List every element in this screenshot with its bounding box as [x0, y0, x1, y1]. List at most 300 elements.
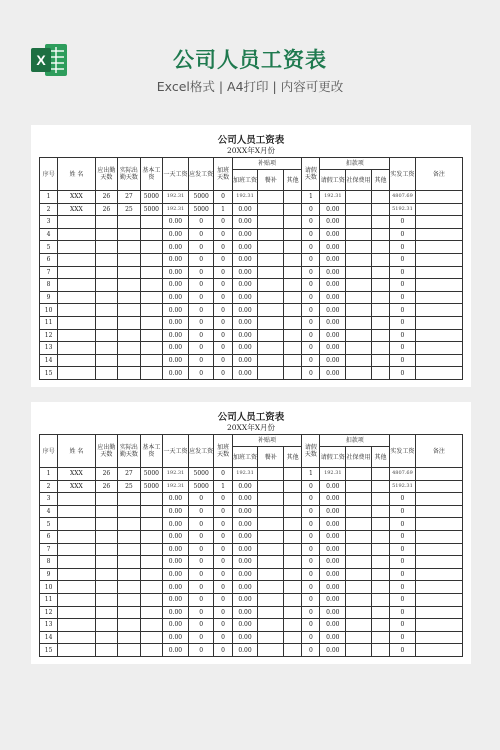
cell-net: 0 [390, 266, 416, 279]
cell-name [58, 505, 95, 518]
col-header-leave-pay: 请假工资 [320, 447, 346, 468]
cell-social [346, 480, 372, 493]
cell-other1 [284, 203, 302, 216]
cell-other2 [371, 291, 389, 304]
cell-gross: 0 [188, 367, 214, 380]
cell-remarks [415, 329, 462, 342]
col-group-allowance: 补贴项 [232, 158, 302, 170]
cell-leave_days: 0 [302, 316, 320, 329]
cell-leave_pay: 0.00 [320, 253, 346, 266]
page-header [0, 0, 500, 120]
cell-leave_days: 0 [302, 619, 320, 632]
cell-name [58, 354, 95, 367]
cell-name [58, 304, 95, 317]
col-header-leave-pay: 请假工资 [320, 170, 346, 191]
cell-ot_pay: 0.00 [232, 493, 258, 506]
cell-due [95, 631, 117, 644]
cell-daily: 0.00 [163, 367, 189, 380]
cell-gross: 0 [188, 329, 214, 342]
cell-daily: 0.00 [163, 291, 189, 304]
cell-leave_days: 0 [302, 241, 320, 254]
cell-seq: 12 [40, 606, 58, 619]
table-row [40, 556, 463, 569]
cell-ot_pay: 0.00 [232, 631, 258, 644]
sheet-title: 公司人员工资表 [217, 135, 285, 146]
cell-other2 [371, 518, 389, 531]
cell-due [95, 493, 117, 506]
cell-leave_days: 0 [302, 354, 320, 367]
col-header-due-days: 应出勤天数 [95, 435, 117, 468]
cell-due [95, 253, 117, 266]
cell-daily: 0.00 [163, 581, 189, 594]
table-row [40, 329, 463, 342]
cell-seq: 5 [40, 518, 58, 531]
cell-social [346, 342, 372, 355]
cell-due [95, 606, 117, 619]
col-header-due-days: 应出勤天数 [95, 158, 117, 191]
col-group-deduction: 扣款项 [320, 435, 390, 447]
cell-other1 [284, 593, 302, 606]
salary-table [39, 434, 463, 657]
cell-actual [118, 241, 140, 254]
cell-ot_pay: 0.00 [232, 518, 258, 531]
cell-due [95, 568, 117, 581]
cell-meal [258, 619, 284, 632]
cell-social [346, 191, 372, 204]
cell-ot_days: 0 [214, 631, 232, 644]
cell-other2 [371, 228, 389, 241]
cell-other2 [371, 593, 389, 606]
cell-daily: 0.00 [163, 593, 189, 606]
cell-daily: 0.00 [163, 606, 189, 619]
cell-due [95, 644, 117, 657]
table-row [40, 304, 463, 317]
cell-ot_pay: 192.31 [232, 191, 258, 204]
cell-remarks [415, 468, 462, 481]
cell-leave_days: 0 [302, 530, 320, 543]
cell-remarks [415, 581, 462, 594]
page-title: 公司人员工资表 [173, 48, 327, 72]
cell-other1 [284, 316, 302, 329]
cell-gross: 0 [188, 631, 214, 644]
col-header-other: 其他 [284, 170, 302, 191]
cell-leave_days: 1 [302, 468, 320, 481]
cell-other1 [284, 241, 302, 254]
cell-due [95, 530, 117, 543]
cell-actual [118, 329, 140, 342]
cell-net: 0 [390, 316, 416, 329]
sheet-title: 公司人员工资表 [217, 412, 285, 423]
cell-ot_days: 0 [214, 253, 232, 266]
cell-daily: 192.31 [163, 480, 189, 493]
cell-social [346, 556, 372, 569]
cell-leave_days: 0 [302, 304, 320, 317]
cell-actual [118, 644, 140, 657]
cell-actual [118, 228, 140, 241]
cell-social [346, 304, 372, 317]
cell-due [95, 543, 117, 556]
cell-other2 [371, 342, 389, 355]
col-header-base-salary: 基本工资 [140, 435, 162, 468]
cell-remarks [415, 493, 462, 506]
cell-other1 [284, 228, 302, 241]
cell-gross: 0 [188, 505, 214, 518]
cell-ot_days: 0 [214, 266, 232, 279]
cell-gross: 0 [188, 581, 214, 594]
cell-other2 [371, 619, 389, 632]
col-header-leave-days: 请假天数 [302, 158, 320, 191]
cell-name [58, 216, 95, 229]
cell-ot_pay: 0.00 [232, 530, 258, 543]
cell-leave_days: 0 [302, 291, 320, 304]
cell-net: 0 [390, 543, 416, 556]
cell-daily: 0.00 [163, 354, 189, 367]
cell-leave_pay: 0.00 [320, 631, 346, 644]
cell-leave_pay: 0.00 [320, 216, 346, 229]
cell-ot_pay: 0.00 [232, 480, 258, 493]
cell-base [140, 291, 162, 304]
cell-other1 [284, 606, 302, 619]
cell-leave_days: 0 [302, 593, 320, 606]
cell-meal [258, 606, 284, 619]
cell-name [58, 556, 95, 569]
cell-due [95, 619, 117, 632]
cell-net: 4807.69 [390, 468, 416, 481]
cell-ot_days: 0 [214, 304, 232, 317]
cell-ot_days: 0 [214, 354, 232, 367]
cell-seq: 2 [40, 203, 58, 216]
cell-ot_days: 0 [214, 619, 232, 632]
cell-ot_days: 0 [214, 216, 232, 229]
cell-base [140, 329, 162, 342]
cell-ot_pay: 0.00 [232, 505, 258, 518]
cell-name [58, 241, 95, 254]
cell-leave_pay: 0.00 [320, 342, 346, 355]
cell-other2 [371, 367, 389, 380]
cell-remarks [415, 593, 462, 606]
cell-meal [258, 291, 284, 304]
cell-ot_days: 0 [214, 568, 232, 581]
cell-base [140, 619, 162, 632]
col-header-social-security: 社保费用 [346, 447, 372, 468]
cell-due: 26 [95, 203, 117, 216]
table-row [40, 279, 463, 292]
cell-ot_pay: 0.00 [232, 342, 258, 355]
cell-base: 5000 [140, 203, 162, 216]
cell-other2 [371, 543, 389, 556]
cell-seq: 9 [40, 568, 58, 581]
cell-meal [258, 342, 284, 355]
table-row [40, 530, 463, 543]
cell-actual: 27 [118, 191, 140, 204]
cell-actual [118, 367, 140, 380]
cell-social [346, 468, 372, 481]
cell-daily: 0.00 [163, 644, 189, 657]
cell-net: 0 [390, 530, 416, 543]
cell-net: 0 [390, 367, 416, 380]
cell-other2 [371, 505, 389, 518]
cell-social [346, 253, 372, 266]
cell-meal [258, 228, 284, 241]
cell-daily: 0.00 [163, 316, 189, 329]
cell-other2 [371, 329, 389, 342]
cell-gross: 0 [188, 354, 214, 367]
cell-net: 0 [390, 568, 416, 581]
cell-social [346, 316, 372, 329]
cell-social [346, 631, 372, 644]
cell-social [346, 518, 372, 531]
cell-name [58, 530, 95, 543]
cell-ot_pay: 0.00 [232, 606, 258, 619]
cell-leave_days: 0 [302, 266, 320, 279]
cell-seq: 12 [40, 329, 58, 342]
cell-base [140, 367, 162, 380]
cell-ot_pay: 0.00 [232, 644, 258, 657]
cell-other1 [284, 329, 302, 342]
cell-leave_pay: 0.00 [320, 367, 346, 380]
cell-name [58, 493, 95, 506]
cell-leave_pay: 192.31 [320, 468, 346, 481]
cell-ot_pay: 0.00 [232, 593, 258, 606]
col-header-actual-days: 实际出勤天数 [118, 158, 140, 191]
cell-name [58, 253, 95, 266]
cell-leave_pay: 0.00 [320, 291, 346, 304]
cell-social [346, 493, 372, 506]
cell-ot_pay: 0.00 [232, 291, 258, 304]
cell-social [346, 354, 372, 367]
cell-ot_days: 0 [214, 316, 232, 329]
cell-meal [258, 203, 284, 216]
cell-remarks [415, 216, 462, 229]
cell-name: XXX [58, 468, 95, 481]
cell-other1 [284, 518, 302, 531]
cell-ot_days: 0 [214, 493, 232, 506]
cell-other1 [284, 568, 302, 581]
cell-other1 [284, 480, 302, 493]
cell-actual [118, 216, 140, 229]
cell-remarks [415, 367, 462, 380]
cell-ot_pay: 0.00 [232, 279, 258, 292]
cell-seq: 15 [40, 367, 58, 380]
cell-other1 [284, 304, 302, 317]
cell-name [58, 266, 95, 279]
cell-ot_pay: 0.00 [232, 253, 258, 266]
cell-ot_pay: 0.00 [232, 581, 258, 594]
cell-base [140, 279, 162, 292]
cell-name [58, 518, 95, 531]
cell-name [58, 606, 95, 619]
cell-other1 [284, 631, 302, 644]
cell-seq: 3 [40, 493, 58, 506]
cell-net: 0 [390, 216, 416, 229]
cell-other1 [284, 644, 302, 657]
cell-name [58, 279, 95, 292]
cell-leave_days: 0 [302, 203, 320, 216]
cell-leave_pay: 0.00 [320, 316, 346, 329]
cell-ot_pay: 0.00 [232, 543, 258, 556]
cell-leave_days: 0 [302, 505, 320, 518]
cell-other1 [284, 619, 302, 632]
cell-actual: 25 [118, 203, 140, 216]
cell-name: XXX [58, 191, 95, 204]
table-row [40, 266, 463, 279]
cell-other2 [371, 493, 389, 506]
cell-leave_pay: 0.00 [320, 228, 346, 241]
cell-actual [118, 505, 140, 518]
cell-daily: 0.00 [163, 253, 189, 266]
cell-daily: 0.00 [163, 631, 189, 644]
cell-due [95, 367, 117, 380]
cell-remarks [415, 279, 462, 292]
cell-due [95, 505, 117, 518]
cell-other1 [284, 556, 302, 569]
cell-remarks [415, 518, 462, 531]
cell-ot_days: 0 [214, 530, 232, 543]
cell-leave_days: 1 [302, 191, 320, 204]
cell-due [95, 518, 117, 531]
cell-other1 [284, 505, 302, 518]
cell-seq: 6 [40, 253, 58, 266]
cell-due: 26 [95, 480, 117, 493]
cell-other2 [371, 191, 389, 204]
cell-net: 0 [390, 342, 416, 355]
cell-leave_pay: 0.00 [320, 480, 346, 493]
cell-daily: 0.00 [163, 266, 189, 279]
cell-remarks [415, 316, 462, 329]
cell-ot_pay: 0.00 [232, 367, 258, 380]
cell-other2 [371, 241, 389, 254]
cell-remarks [415, 530, 462, 543]
cell-base [140, 518, 162, 531]
cell-base [140, 241, 162, 254]
cell-remarks [415, 480, 462, 493]
cell-leave_pay: 0.00 [320, 266, 346, 279]
cell-name [58, 316, 95, 329]
cell-actual [118, 619, 140, 632]
cell-leave_pay: 0.00 [320, 505, 346, 518]
cell-daily: 0.00 [163, 556, 189, 569]
cell-gross: 0 [188, 291, 214, 304]
cell-base [140, 304, 162, 317]
cell-ot_days: 0 [214, 367, 232, 380]
cell-net: 4807.69 [390, 191, 416, 204]
table-row [40, 367, 463, 380]
cell-leave_pay: 0.00 [320, 606, 346, 619]
cell-leave_pay: 0.00 [320, 530, 346, 543]
cell-name [58, 581, 95, 594]
cell-other2 [371, 606, 389, 619]
col-header-meal: 餐补 [258, 170, 284, 191]
table-row [40, 631, 463, 644]
col-header-other: 其他 [371, 447, 389, 468]
cell-base: 5000 [140, 191, 162, 204]
cell-leave_pay: 0.00 [320, 568, 346, 581]
cell-other1 [284, 216, 302, 229]
sheet-period: 20XX年X月份 [226, 146, 276, 155]
cell-due [95, 329, 117, 342]
cell-other2 [371, 530, 389, 543]
table-row [40, 493, 463, 506]
col-header-other: 其他 [371, 170, 389, 191]
cell-net: 5192.31 [390, 480, 416, 493]
col-header-daily-wage: 一天工资 [163, 435, 189, 468]
cell-ot_days: 0 [214, 279, 232, 292]
cell-seq: 10 [40, 304, 58, 317]
cell-gross: 5000 [188, 480, 214, 493]
cell-meal [258, 505, 284, 518]
cell-leave_pay: 0.00 [320, 593, 346, 606]
table-row [40, 619, 463, 632]
cell-actual [118, 304, 140, 317]
cell-daily: 0.00 [163, 518, 189, 531]
cell-ot_days: 0 [214, 241, 232, 254]
cell-leave_pay: 0.00 [320, 619, 346, 632]
cell-ot_pay: 0.00 [232, 568, 258, 581]
cell-ot_days: 0 [214, 342, 232, 355]
table-row [40, 228, 463, 241]
cell-other1 [284, 543, 302, 556]
cell-ot_pay: 192.31 [232, 468, 258, 481]
cell-meal [258, 191, 284, 204]
cell-social [346, 228, 372, 241]
cell-base [140, 342, 162, 355]
cell-ot_pay: 0.00 [232, 619, 258, 632]
cell-leave_pay: 192.31 [320, 191, 346, 204]
cell-gross: 0 [188, 644, 214, 657]
cell-leave_days: 0 [302, 556, 320, 569]
cell-ot_pay: 0.00 [232, 304, 258, 317]
cell-actual [118, 543, 140, 556]
cell-social [346, 329, 372, 342]
cell-other2 [371, 253, 389, 266]
cell-social [346, 505, 372, 518]
cell-remarks [415, 228, 462, 241]
col-header-seq: 序号 [40, 435, 58, 468]
cell-other2 [371, 480, 389, 493]
cell-ot_days: 0 [214, 329, 232, 342]
cell-due [95, 342, 117, 355]
cell-name [58, 329, 95, 342]
cell-leave_days: 0 [302, 631, 320, 644]
col-header-name: 姓 名 [58, 158, 95, 191]
cell-seq: 4 [40, 228, 58, 241]
cell-leave_days: 0 [302, 367, 320, 380]
cell-ot_pay: 0.00 [232, 354, 258, 367]
cell-social [346, 568, 372, 581]
cell-social [346, 216, 372, 229]
cell-remarks [415, 191, 462, 204]
cell-leave_days: 0 [302, 279, 320, 292]
cell-ot_pay: 0.00 [232, 228, 258, 241]
cell-ot_days: 0 [214, 505, 232, 518]
cell-remarks [415, 291, 462, 304]
cell-other1 [284, 291, 302, 304]
cell-base [140, 568, 162, 581]
cell-ot_days: 0 [214, 191, 232, 204]
cell-leave_pay: 0.00 [320, 543, 346, 556]
cell-daily: 0.00 [163, 279, 189, 292]
cell-gross: 0 [188, 530, 214, 543]
cell-meal [258, 518, 284, 531]
cell-daily: 0.00 [163, 241, 189, 254]
cell-seq: 6 [40, 530, 58, 543]
cell-leave_pay: 0.00 [320, 644, 346, 657]
salary-sheet-1 [31, 125, 471, 387]
cell-due [95, 304, 117, 317]
cell-base [140, 606, 162, 619]
cell-name: XXX [58, 480, 95, 493]
cell-ot_days: 0 [214, 593, 232, 606]
